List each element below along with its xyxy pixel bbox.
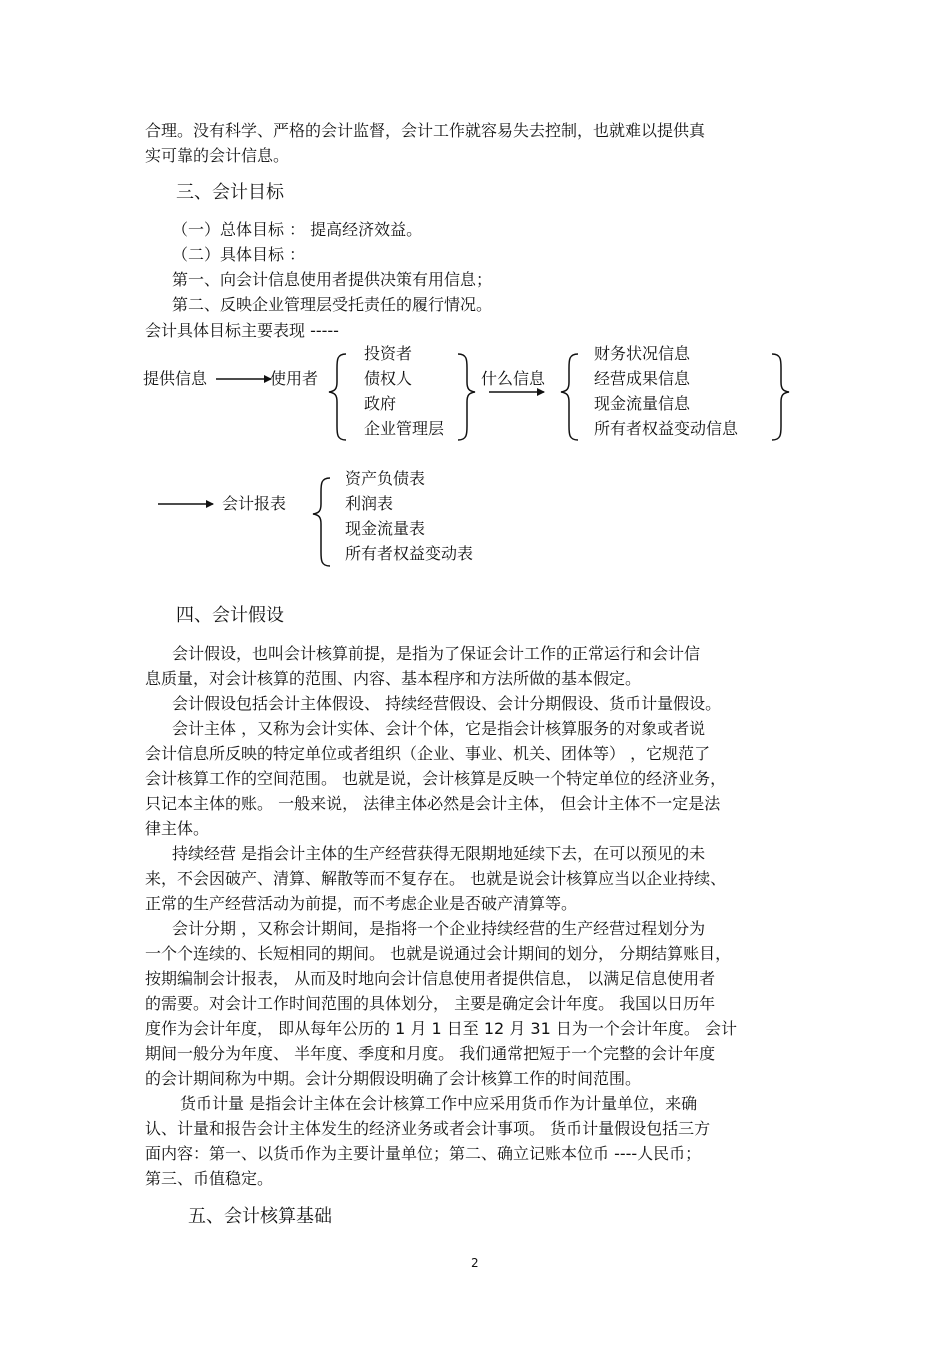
diagram-source: 提供信息	[143, 369, 208, 388]
diagram-users-label: 使用者	[270, 369, 319, 388]
assumption-line: 会计信息所反映的特定单位或者组织（企业、事业、机关、团体等） ，它规范了	[145, 744, 711, 763]
report-item: 利润表	[345, 494, 394, 513]
assumption-line: 持续经营 是指会计主体的生产经营获得无限期地延续下去，在可以预见的未	[172, 844, 706, 863]
user-item: 投资者	[364, 344, 413, 363]
goal-second-line: 第二、反映企业管理层受托责任的履行情况。	[172, 295, 493, 314]
assumption-line: 期间一般分为年度、 半年度、季度和月度。 我们通常把短于一个完整的会计年度	[145, 1044, 716, 1063]
overall-goal-line: （一）总体目标 ： 提高经济效益。	[172, 220, 423, 239]
assumption-line: 会计假设包括会计主体假设、 持续经营假设、会计分期假设、货币计量假设。	[172, 694, 722, 713]
section-5-heading: 五、会计核算基础	[188, 1206, 332, 1227]
info-type-item: 财务状况信息	[594, 344, 691, 363]
diagram-reports-label: 会计报表	[222, 494, 287, 513]
user-item: 政府	[364, 394, 397, 413]
report-item: 资产负债表	[345, 469, 426, 488]
assumption-line: 面内容：第一、以货币作为主要计量单位；第二、确立记账本位币 ----人民币；	[145, 1144, 702, 1163]
assumption-line: 会计假设，也叫会计核算前提，是指为了保证会计工作的正常运行和会计信	[172, 644, 701, 663]
specific-goal-line: （二）具体目标 ：	[172, 245, 306, 264]
assumption-line: 会计分期 ，又称会计期间，是指将一个企业持续经营的生产经营过程划分为	[172, 919, 706, 938]
assumption-line: 只记本主体的账。 一般来说， 法律主体必然是会计主体， 但会计主体不一定是法	[145, 794, 721, 813]
users-left-brace	[329, 354, 346, 440]
assumption-line: 按期编制会计报表， 从而及时地向会计信息使用者提供信息， 以满足信息使用者	[145, 969, 716, 988]
assumption-line: 息质量，对会计核算的范围、内容、基本程序和方法所做的基本假定。	[145, 669, 642, 688]
assumption-line: 的需要。对会计工作时间范围的具体划分， 主要是确定会计年度。 我国以日历年	[145, 994, 716, 1013]
page-number: 2	[471, 1256, 479, 1270]
assumption-line: 会计主体 ，又称为会计实体、会计个体，它是指会计核算服务的对象或者说	[172, 719, 706, 738]
info-right-brace	[772, 354, 789, 440]
assumption-line: 度作为会计年度， 即从每年公历的 1 月 1 日至 12 月 31 日为一个会计年度。 会计	[145, 1019, 737, 1038]
assumption-line: 第三、币值稳定。	[145, 1169, 274, 1188]
info-type-item: 所有者权益变动信息	[594, 419, 739, 438]
assumption-line: 的会计期间称为中期。会计分期假设明确了会计核算工作的时间范围。	[145, 1069, 642, 1088]
section-3-heading: 三、会计目标	[176, 182, 284, 203]
user-item: 企业管理层	[364, 419, 445, 438]
assumption-line: 律主体。	[145, 819, 210, 838]
intro-line-2: 实可靠的会计信息。	[145, 146, 290, 165]
diagram-what-info: 什么信息	[481, 369, 546, 388]
assumption-line: 正常的生产经营活动为前提，而不考虑企业是否破产清算等。	[145, 894, 578, 913]
report-item: 现金流量表	[345, 519, 426, 538]
assumption-line: 货币计量 是指会计主体在会计核算工作中应采用货币作为计量单位，来确	[180, 1094, 698, 1113]
assumption-line: 来，不会因破产、清算、解散等而不复存在。 也就是说会计核算应当以企业持续、	[145, 869, 727, 888]
assumption-line: 会计核算工作的空间范围。 也就是说，会计核算是反映一个特定单位的经济业务，	[145, 769, 727, 788]
users-right-brace	[458, 354, 475, 440]
assumption-line: 认、计量和报告会计主体发生的经济业务或者会计事项。 货币计量假设包括三方	[145, 1119, 711, 1138]
user-item: 债权人	[364, 369, 413, 388]
info-left-brace	[561, 354, 578, 440]
goal-manifestation-line: 会计具体目标主要表现 -----	[145, 321, 339, 340]
report-item: 所有者权益变动表	[345, 544, 474, 563]
section-4-heading: 四、会计假设	[176, 605, 284, 626]
goal-first-line: 第一、向会计信息使用者提供决策有用信息；	[172, 270, 493, 289]
reports-left-brace	[313, 478, 330, 566]
assumption-line: 一个个连续的、长短相同的期间。 也就是说通过会计期间的划分， 分期结算账目，	[145, 944, 732, 963]
intro-line-1: 合理。没有科学、严格的会计监督，会计工作就容易失去控制，也就难以提供真	[145, 121, 706, 140]
info-type-item: 经营成果信息	[594, 369, 691, 388]
info-type-item: 现金流量信息	[594, 394, 691, 413]
